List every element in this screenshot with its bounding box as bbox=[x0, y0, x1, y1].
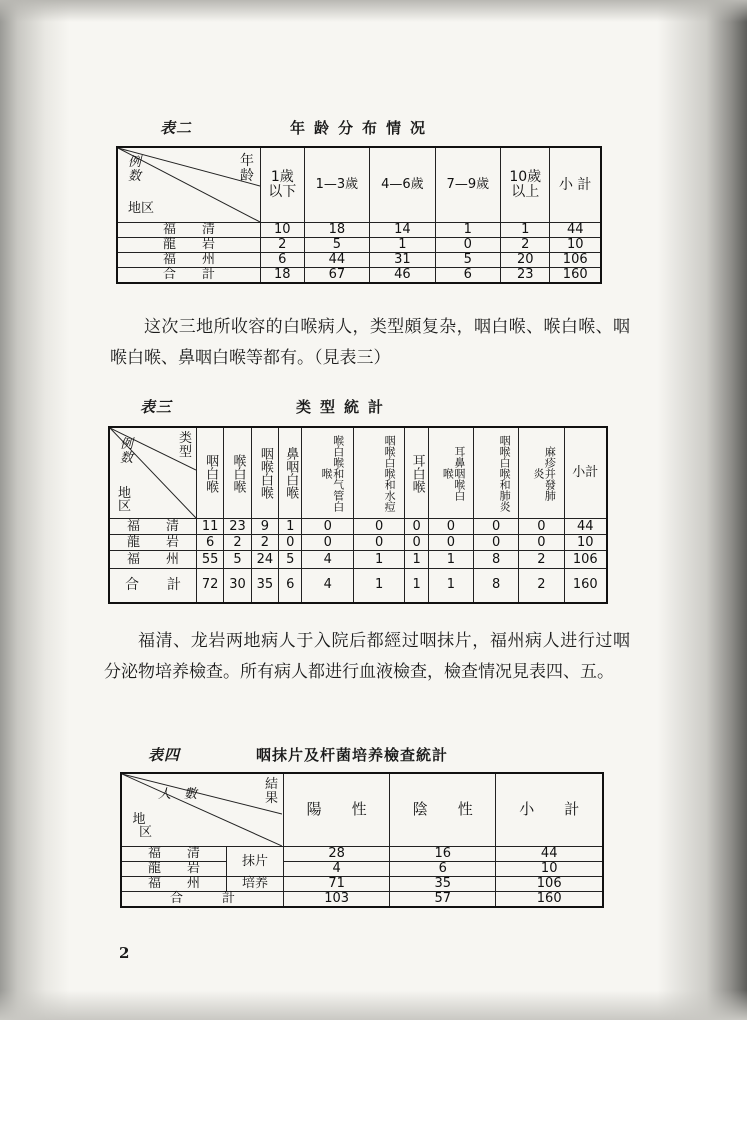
table2-cell: 106 bbox=[550, 253, 601, 268]
table2-header: 1—3歲 bbox=[304, 147, 369, 223]
table3-header: 小計 bbox=[564, 427, 607, 519]
table4-region: 福 州 bbox=[121, 877, 227, 892]
table2-cell: 1 bbox=[501, 223, 550, 238]
table-row bbox=[109, 569, 607, 603]
table2-cell: 14 bbox=[370, 223, 435, 238]
table4-corner-top: 結 果 bbox=[264, 777, 278, 806]
table2-cell: 67 bbox=[304, 268, 369, 283]
table2-cell: 1 bbox=[370, 238, 435, 253]
table3-region: 龍 岩 bbox=[109, 535, 197, 551]
table4-cell: 71 bbox=[284, 877, 390, 892]
table3-header-text: 咽喉白喉和肺炎 bbox=[498, 434, 512, 512]
page-edge-shadow-left bbox=[0, 0, 70, 1020]
table4-region: 龍 岩 bbox=[121, 862, 227, 877]
table2-cell: 18 bbox=[304, 223, 369, 238]
table2-label: 表二 bbox=[160, 119, 193, 137]
table2-header: 7—9歲 bbox=[435, 147, 500, 223]
table3-cell: 1 bbox=[428, 551, 473, 569]
table2-cell: 2 bbox=[501, 238, 550, 253]
table-row bbox=[121, 862, 603, 877]
table3-header bbox=[519, 427, 564, 519]
table3-cell: 4 bbox=[302, 551, 353, 569]
table2-corner-mid: 例 数 bbox=[128, 155, 142, 184]
table2-cell: 31 bbox=[370, 253, 435, 268]
table4-method: 培养 bbox=[227, 877, 284, 892]
table3-header-text: 咽白喉 bbox=[203, 453, 219, 493]
table4-method: 抹片 bbox=[227, 847, 284, 877]
table2-cell: 20 bbox=[501, 253, 550, 268]
table3-cell: 6 bbox=[197, 535, 224, 551]
table2-cell: 44 bbox=[304, 253, 369, 268]
table3-corner-mid: 例 数 bbox=[120, 437, 134, 466]
table-row bbox=[109, 551, 607, 569]
table3-header-text: 喉白喉和气管白喉 bbox=[320, 434, 345, 512]
table2-cell: 23 bbox=[501, 268, 550, 283]
paragraph-1: 这次三地所收容的白喉病人，类型頗复杂，咽白喉、喉白喉、咽喉白喉、鼻咽白喉等都有。（見表三） bbox=[110, 317, 630, 368]
table-row bbox=[121, 847, 603, 862]
table3-cell: 55 bbox=[197, 551, 224, 569]
table3-header bbox=[353, 427, 404, 519]
table4-cell: 35 bbox=[390, 877, 496, 892]
table4-cell: 6 bbox=[390, 862, 496, 877]
table-row bbox=[109, 535, 607, 551]
table2-age-distribution bbox=[116, 146, 602, 284]
table3-cell: 0 bbox=[474, 519, 519, 535]
table4-cell: 103 bbox=[284, 892, 390, 907]
table4-caption bbox=[148, 744, 180, 765]
table3-cell: 1 bbox=[428, 569, 473, 603]
table3-cell: 0 bbox=[474, 535, 519, 551]
table4-corner-cell bbox=[121, 773, 284, 847]
table-row bbox=[117, 253, 601, 268]
table4-cell: 44 bbox=[496, 847, 603, 862]
page-number: 2 bbox=[119, 944, 130, 962]
table3-cell: 0 bbox=[353, 535, 404, 551]
table4-cell: 28 bbox=[284, 847, 390, 862]
table3-cell: 0 bbox=[302, 519, 353, 535]
table3-cell: 0 bbox=[428, 519, 473, 535]
table3-header bbox=[302, 427, 353, 519]
table3-cell: 1 bbox=[353, 569, 404, 603]
table3-corner-bottom: 地 区 bbox=[118, 485, 132, 515]
table3-region: 福 州 bbox=[109, 551, 197, 569]
table3-cell: 5 bbox=[279, 551, 302, 569]
table4-corner-mid: 人 數 bbox=[158, 787, 198, 802]
table3-cell: 0 bbox=[279, 535, 302, 551]
table4-cell: 4 bbox=[284, 862, 390, 877]
table4-corner-bottom: 地 区 bbox=[132, 811, 153, 841]
table3-region: 福 清 bbox=[109, 519, 197, 535]
table3-header-text: 咽喉白喉和水痘 bbox=[383, 434, 397, 512]
table2-region: 福 州 bbox=[117, 253, 261, 268]
table2-cell: 44 bbox=[550, 223, 601, 238]
table3-cell: 23 bbox=[224, 519, 251, 535]
table3-header bbox=[428, 427, 473, 519]
table-row bbox=[121, 877, 603, 892]
table3-header-text: 耳白喉 bbox=[409, 453, 425, 493]
table3-cell: 160 bbox=[564, 569, 607, 603]
table3-cell: 0 bbox=[405, 535, 428, 551]
table3-cell: 11 bbox=[197, 519, 224, 535]
table2-header: 10歲 以上 bbox=[501, 147, 550, 223]
table-row bbox=[117, 268, 601, 283]
table2-caption bbox=[160, 117, 192, 138]
table2-cell: 2 bbox=[261, 238, 305, 253]
table4-region: 合 計 bbox=[121, 892, 284, 907]
table3-header bbox=[279, 427, 302, 519]
table2-header: 4—6歲 bbox=[370, 147, 435, 223]
table3-cell: 24 bbox=[251, 551, 278, 569]
table3-cell: 1 bbox=[353, 551, 404, 569]
table2-header: 1歲 以下 bbox=[261, 147, 305, 223]
table3-corner-top: 类 型 bbox=[178, 431, 192, 460]
table3-type-statistics bbox=[108, 426, 608, 604]
table3-region: 合 計 bbox=[109, 569, 197, 603]
table3-cell: 8 bbox=[474, 551, 519, 569]
table3-caption bbox=[140, 396, 172, 417]
table2-region: 福 清 bbox=[117, 223, 261, 238]
table2-header: 小 計 bbox=[550, 147, 601, 223]
table3-cell: 1 bbox=[279, 519, 302, 535]
table2-cell: 1 bbox=[435, 223, 500, 238]
table-row bbox=[117, 223, 601, 238]
table2-corner-top: 年 龄 bbox=[240, 153, 254, 184]
table3-cell: 106 bbox=[564, 551, 607, 569]
table-row bbox=[109, 519, 607, 535]
table3-cell: 35 bbox=[251, 569, 278, 603]
page-edge-shadow-top bbox=[0, 0, 747, 22]
table3-header-text: 咽喉白喉 bbox=[257, 447, 273, 499]
table3-cell: 0 bbox=[353, 519, 404, 535]
table3-cell: 2 bbox=[519, 569, 564, 603]
table3-cell: 2 bbox=[519, 551, 564, 569]
table3-cell: 0 bbox=[519, 535, 564, 551]
table3-corner-cell bbox=[109, 427, 197, 519]
table3-cell: 30 bbox=[224, 569, 251, 603]
table2-region: 合 計 bbox=[117, 268, 261, 283]
table4-header: 陰 性 bbox=[390, 773, 496, 847]
table3-cell: 2 bbox=[224, 535, 251, 551]
table4-cell: 16 bbox=[390, 847, 496, 862]
table3-header bbox=[197, 427, 224, 519]
table-row bbox=[117, 238, 601, 253]
page-edge-shadow-right bbox=[657, 0, 747, 1020]
table3-cell: 0 bbox=[405, 519, 428, 535]
table4-label: 表四 bbox=[148, 746, 181, 764]
table3-cell: 44 bbox=[564, 519, 607, 535]
table2-cell: 5 bbox=[435, 253, 500, 268]
table3-header bbox=[251, 427, 278, 519]
table2-cell: 6 bbox=[435, 268, 500, 283]
table4-cell: 10 bbox=[496, 862, 603, 877]
table2-cell: 6 bbox=[261, 253, 305, 268]
table3-header bbox=[474, 427, 519, 519]
table3-header bbox=[405, 427, 428, 519]
table2-region: 龍 岩 bbox=[117, 238, 261, 253]
table3-header-text: 麻疹并發肺炎 bbox=[531, 445, 557, 501]
table3-cell: 1 bbox=[405, 569, 428, 603]
table3-cell: 0 bbox=[519, 519, 564, 535]
table3-cell: 0 bbox=[302, 535, 353, 551]
table4-smear-culture bbox=[120, 772, 604, 908]
table4-title: 咽抹片及杆菌培养檢查統計 bbox=[256, 746, 449, 764]
table3-cell: 6 bbox=[279, 569, 302, 603]
table4-header: 小 計 bbox=[496, 773, 603, 847]
table2-cell: 10 bbox=[261, 223, 305, 238]
table3-label: 表三 bbox=[140, 398, 173, 416]
table3-header-text: 喉白喉 bbox=[230, 453, 246, 493]
table2-cell: 5 bbox=[304, 238, 369, 253]
paragraph-2: 福清、龙岩两地病人于入院后都經过咽抹片，福州病人进行过咽分泌物培养檢查。所有病人都进行血液檢查，檢查情况見表四、五。 bbox=[104, 631, 630, 682]
table4-cell: 160 bbox=[496, 892, 603, 907]
table3-cell: 9 bbox=[251, 519, 278, 535]
table3-cell: 5 bbox=[224, 551, 251, 569]
table4-header: 陽 性 bbox=[284, 773, 390, 847]
table3-title: 类型統計 bbox=[296, 398, 393, 416]
table3-header-text: 耳鼻咽喉白喉 bbox=[441, 445, 466, 501]
table3-header bbox=[224, 427, 251, 519]
table-row bbox=[121, 892, 603, 907]
table4-region: 福 清 bbox=[121, 847, 227, 862]
table4-cell: 57 bbox=[390, 892, 496, 907]
table4-cell: 106 bbox=[496, 877, 603, 892]
page-edge-shadow-bottom bbox=[0, 990, 747, 1020]
table3-cell: 4 bbox=[302, 569, 353, 603]
table3-cell: 10 bbox=[564, 535, 607, 551]
table2-corner-cell bbox=[117, 147, 261, 223]
table2-corner-bottom: 地区 bbox=[128, 201, 155, 217]
table2-cell: 160 bbox=[550, 268, 601, 283]
table2-cell: 0 bbox=[435, 238, 500, 253]
table3-cell: 2 bbox=[251, 535, 278, 551]
table2-cell: 10 bbox=[550, 238, 601, 253]
table3-cell: 0 bbox=[428, 535, 473, 551]
table2-cell: 18 bbox=[261, 268, 305, 283]
table3-cell: 8 bbox=[474, 569, 519, 603]
table2-cell: 46 bbox=[370, 268, 435, 283]
table3-header-text: 鼻咽白喉 bbox=[283, 447, 299, 499]
table3-cell: 1 bbox=[405, 551, 428, 569]
table3-cell: 72 bbox=[197, 569, 224, 603]
table2-title: 年龄分布情况 bbox=[290, 119, 435, 137]
